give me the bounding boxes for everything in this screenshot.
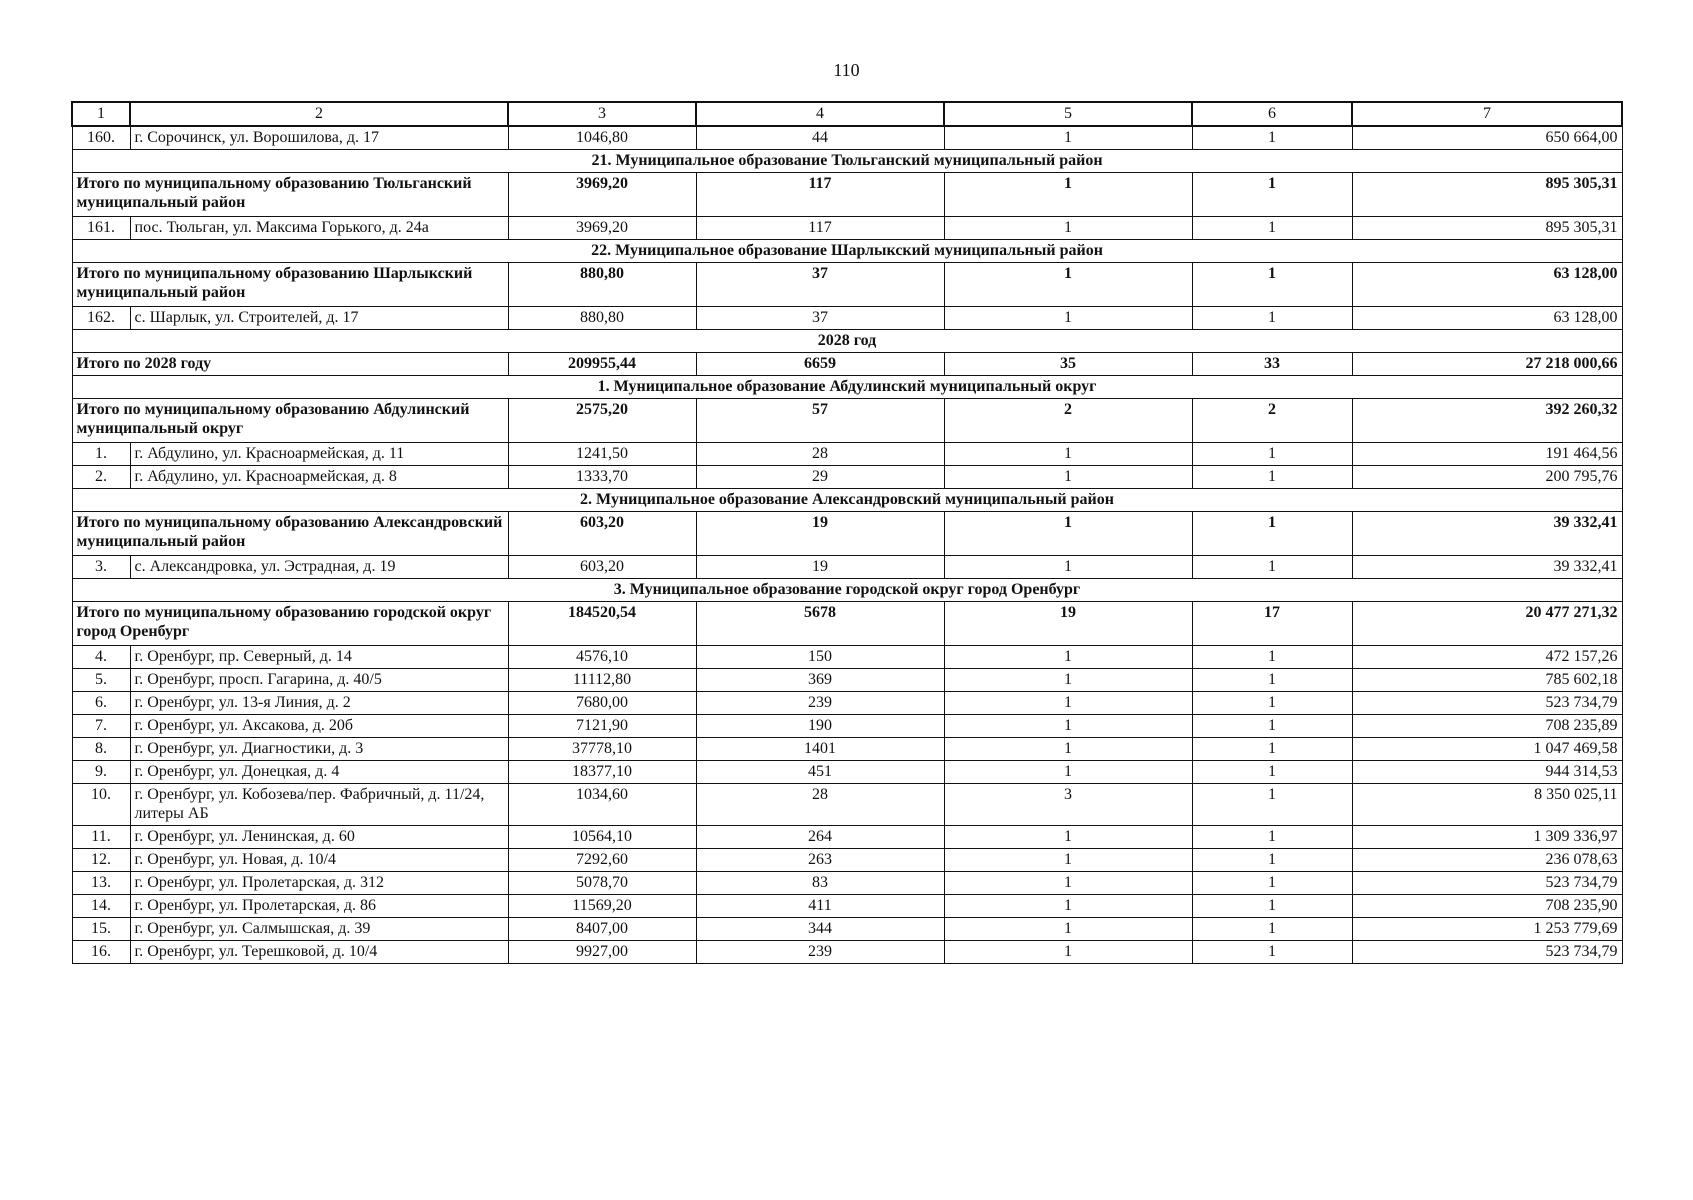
subtotal-label: Итого по 2028 году bbox=[72, 353, 508, 376]
row-number: 3. bbox=[72, 556, 130, 579]
row-number: 10. bbox=[72, 784, 130, 826]
section-title: 1. Муниципальное образование Абдулинский муниципальный округ bbox=[72, 376, 1622, 399]
value-cell: 944 314,53 bbox=[1352, 761, 1622, 784]
value-cell: 44 bbox=[696, 126, 944, 150]
value-cell: 1046,80 bbox=[508, 126, 696, 150]
value-cell: 5078,70 bbox=[508, 872, 696, 895]
row-number: 14. bbox=[72, 895, 130, 918]
address-cell: г. Оренбург, ул. Салмышская, д. 39 bbox=[130, 918, 508, 941]
value-cell: 1241,50 bbox=[508, 443, 696, 466]
table-row bbox=[72, 784, 1622, 826]
value-cell: 1 bbox=[944, 872, 1192, 895]
value-cell: 28 bbox=[696, 784, 944, 826]
column-number: 1 bbox=[72, 102, 130, 126]
value-cell: 263 bbox=[696, 849, 944, 872]
subtotal-value: 1 bbox=[1192, 173, 1352, 217]
column-number: 5 bbox=[944, 102, 1192, 126]
value-cell: 472 157,26 bbox=[1352, 646, 1622, 669]
value-cell: 1 bbox=[1192, 443, 1352, 466]
subtotal-value: 57 bbox=[696, 399, 944, 443]
table-row bbox=[72, 692, 1622, 715]
table-row bbox=[72, 761, 1622, 784]
column-number: 2 bbox=[130, 102, 508, 126]
value-cell: 1 bbox=[1192, 784, 1352, 826]
value-cell: 1 bbox=[1192, 556, 1352, 579]
value-cell: 4576,10 bbox=[508, 646, 696, 669]
subtotal-label: Итого по муниципальному образованию городской округ город Оренбург bbox=[72, 602, 508, 646]
subtotal-value: 5678 bbox=[696, 602, 944, 646]
value-cell: 451 bbox=[696, 761, 944, 784]
subtotal-row bbox=[72, 263, 1622, 307]
value-cell: 9927,00 bbox=[508, 941, 696, 964]
value-cell: 264 bbox=[696, 826, 944, 849]
subtotal-value: 20 477 271,32 bbox=[1352, 602, 1622, 646]
row-number: 15. bbox=[72, 918, 130, 941]
value-cell: 1 bbox=[1192, 715, 1352, 738]
row-number: 9. bbox=[72, 761, 130, 784]
subtotal-value: 19 bbox=[696, 512, 944, 556]
value-cell: 1 309 336,97 bbox=[1352, 826, 1622, 849]
section-title: 2. Муниципальное образование Александровский муниципальный район bbox=[72, 489, 1622, 512]
row-number: 162. bbox=[72, 307, 130, 330]
value-cell: 1 bbox=[944, 669, 1192, 692]
value-cell: 10564,10 bbox=[508, 826, 696, 849]
section-header-row bbox=[72, 579, 1622, 602]
subtotal-value: 63 128,00 bbox=[1352, 263, 1622, 307]
value-cell: 1 bbox=[1192, 692, 1352, 715]
value-cell: 1 bbox=[944, 761, 1192, 784]
subtotal-value: 2 bbox=[944, 399, 1192, 443]
value-cell: 708 235,90 bbox=[1352, 895, 1622, 918]
subtotal-value: 1 bbox=[944, 263, 1192, 307]
value-cell: 1 bbox=[1192, 669, 1352, 692]
value-cell: 11569,20 bbox=[508, 895, 696, 918]
row-number: 12. bbox=[72, 849, 130, 872]
subtotal-value: 392 260,32 bbox=[1352, 399, 1622, 443]
table-row bbox=[72, 307, 1622, 330]
value-cell: 236 078,63 bbox=[1352, 849, 1622, 872]
value-cell: 8 350 025,11 bbox=[1352, 784, 1622, 826]
row-number: 6. bbox=[72, 692, 130, 715]
value-cell: 63 128,00 bbox=[1352, 307, 1622, 330]
address-cell: г. Оренбург, ул. Кобозева/пер. Фабричный, д. 11/24, литеры АБ bbox=[130, 784, 508, 826]
value-cell: 1 bbox=[944, 466, 1192, 489]
value-cell: 117 bbox=[696, 217, 944, 240]
address-cell: г. Оренбург, пр. Северный, д. 14 bbox=[130, 646, 508, 669]
table-row bbox=[72, 738, 1622, 761]
value-cell: 1 bbox=[944, 826, 1192, 849]
address-cell: с. Александровка, ул. Эстрадная, д. 19 bbox=[130, 556, 508, 579]
address-cell: г. Оренбург, ул. Пролетарская, д. 312 bbox=[130, 872, 508, 895]
column-number: 7 bbox=[1352, 102, 1622, 126]
value-cell: 8407,00 bbox=[508, 918, 696, 941]
value-cell: 1 bbox=[944, 849, 1192, 872]
address-cell: г. Оренбург, ул. Аксакова, д. 20б bbox=[130, 715, 508, 738]
section-title: 22. Муниципальное образование Шарлыкский муниципальный район bbox=[72, 240, 1622, 263]
subtotal-value: 184520,54 bbox=[508, 602, 696, 646]
value-cell: 411 bbox=[696, 895, 944, 918]
subtotal-value: 1 bbox=[944, 173, 1192, 217]
value-cell: 1 bbox=[1192, 918, 1352, 941]
value-cell: 1 bbox=[1192, 895, 1352, 918]
row-number: 8. bbox=[72, 738, 130, 761]
value-cell: 523 734,79 bbox=[1352, 692, 1622, 715]
value-cell: 785 602,18 bbox=[1352, 669, 1622, 692]
value-cell: 11112,80 bbox=[508, 669, 696, 692]
value-cell: 344 bbox=[696, 918, 944, 941]
value-cell: 1401 bbox=[696, 738, 944, 761]
subtotal-value: 1 bbox=[944, 512, 1192, 556]
value-cell: 1 bbox=[1192, 761, 1352, 784]
subtotal-value: 117 bbox=[696, 173, 944, 217]
subtotal-row bbox=[72, 512, 1622, 556]
subtotal-value: 880,80 bbox=[508, 263, 696, 307]
address-cell: г. Оренбург, ул. Ленинская, д. 60 bbox=[130, 826, 508, 849]
row-number: 1. bbox=[72, 443, 130, 466]
value-cell: 1 bbox=[944, 307, 1192, 330]
row-number: 7. bbox=[72, 715, 130, 738]
row-number: 11. bbox=[72, 826, 130, 849]
value-cell: 895 305,31 bbox=[1352, 217, 1622, 240]
value-cell: 1 bbox=[944, 941, 1192, 964]
value-cell: 239 bbox=[696, 692, 944, 715]
value-cell: 880,80 bbox=[508, 307, 696, 330]
address-cell: с. Шарлык, ул. Строителей, д. 17 bbox=[130, 307, 508, 330]
subtotal-value: 2 bbox=[1192, 399, 1352, 443]
table-row bbox=[72, 941, 1622, 964]
value-cell: 523 734,79 bbox=[1352, 872, 1622, 895]
subtotal-label: Итого по муниципальному образованию Александровский муниципальный район bbox=[72, 512, 508, 556]
value-cell: 37 bbox=[696, 307, 944, 330]
value-cell: 1 bbox=[944, 217, 1192, 240]
address-cell: пос. Тюльган, ул. Максима Горького, д. 24а bbox=[130, 217, 508, 240]
address-cell: г. Оренбург, ул. 13-я Линия, д. 2 bbox=[130, 692, 508, 715]
subtotal-row bbox=[72, 173, 1622, 217]
address-cell: г. Оренбург, ул. Терешковой, д. 10/4 bbox=[130, 941, 508, 964]
table-row bbox=[72, 895, 1622, 918]
table-row bbox=[72, 849, 1622, 872]
table-row bbox=[72, 826, 1622, 849]
value-cell: 1 bbox=[944, 715, 1192, 738]
column-number: 4 bbox=[696, 102, 944, 126]
value-cell: 1 bbox=[1192, 307, 1352, 330]
value-cell: 3969,20 bbox=[508, 217, 696, 240]
subtotal-value: 27 218 000,66 bbox=[1352, 353, 1622, 376]
value-cell: 603,20 bbox=[508, 556, 696, 579]
subtotal-label: Итого по муниципальному образованию Абдулинский муниципальный округ bbox=[72, 399, 508, 443]
column-number: 6 bbox=[1192, 102, 1352, 126]
value-cell: 1333,70 bbox=[508, 466, 696, 489]
table-row bbox=[72, 556, 1622, 579]
address-cell: г. Оренбург, ул. Диагностики, д. 3 bbox=[130, 738, 508, 761]
subtotal-value: 603,20 bbox=[508, 512, 696, 556]
table-row bbox=[72, 669, 1622, 692]
section-header-row bbox=[72, 376, 1622, 399]
section-header-row bbox=[72, 330, 1622, 353]
value-cell: 1 bbox=[944, 646, 1192, 669]
table-body bbox=[72, 102, 1622, 964]
section-header-row bbox=[72, 489, 1622, 512]
value-cell: 239 bbox=[696, 941, 944, 964]
address-cell: г. Абдулино, ул. Красноармейская, д. 11 bbox=[130, 443, 508, 466]
value-cell: 200 795,76 bbox=[1352, 466, 1622, 489]
address-cell: г. Абдулино, ул. Красноармейская, д. 8 bbox=[130, 466, 508, 489]
value-cell: 7292,60 bbox=[508, 849, 696, 872]
section-title: 3. Муниципальное образование городской округ город Оренбург bbox=[72, 579, 1622, 602]
subtotal-value: 209955,44 bbox=[508, 353, 696, 376]
value-cell: 1 bbox=[944, 556, 1192, 579]
column-number-row bbox=[72, 102, 1622, 126]
value-cell: 1 bbox=[1192, 466, 1352, 489]
section-title: 2028 год bbox=[72, 330, 1622, 353]
address-cell: г. Сорочинск, ул. Ворошилова, д. 17 bbox=[130, 126, 508, 150]
value-cell: 190 bbox=[696, 715, 944, 738]
address-cell: г. Оренбург, ул. Пролетарская, д. 86 bbox=[130, 895, 508, 918]
address-cell: г. Оренбург, ул. Новая, д. 10/4 bbox=[130, 849, 508, 872]
column-number: 3 bbox=[508, 102, 696, 126]
value-cell: 1 bbox=[1192, 941, 1352, 964]
value-cell: 1 047 469,58 bbox=[1352, 738, 1622, 761]
subtotal-value: 1 bbox=[1192, 263, 1352, 307]
table-row bbox=[72, 466, 1622, 489]
page-number: 110 bbox=[833, 60, 860, 80]
value-cell: 523 734,79 bbox=[1352, 941, 1622, 964]
value-cell: 7680,00 bbox=[508, 692, 696, 715]
value-cell: 1 bbox=[1192, 126, 1352, 150]
row-number: 13. bbox=[72, 872, 130, 895]
value-cell: 1 bbox=[944, 895, 1192, 918]
subtotal-value: 6659 bbox=[696, 353, 944, 376]
value-cell: 1 bbox=[944, 443, 1192, 466]
value-cell: 1 bbox=[1192, 872, 1352, 895]
subtotal-value: 17 bbox=[1192, 602, 1352, 646]
subtotal-value: 39 332,41 bbox=[1352, 512, 1622, 556]
subtotal-value: 895 305,31 bbox=[1352, 173, 1622, 217]
subtotal-label: Итого по муниципальному образованию Тюльганский муниципальный район bbox=[72, 173, 508, 217]
value-cell: 19 bbox=[696, 556, 944, 579]
value-cell: 708 235,89 bbox=[1352, 715, 1622, 738]
value-cell: 1 bbox=[1192, 738, 1352, 761]
table-row bbox=[72, 918, 1622, 941]
row-number: 5. bbox=[72, 669, 130, 692]
value-cell: 1 bbox=[944, 918, 1192, 941]
value-cell: 83 bbox=[696, 872, 944, 895]
housing-register-table bbox=[71, 101, 1623, 964]
value-cell: 150 bbox=[696, 646, 944, 669]
value-cell: 1 bbox=[944, 738, 1192, 761]
year-total-row bbox=[72, 353, 1622, 376]
subtotal-row bbox=[72, 399, 1622, 443]
subtotal-value: 1 bbox=[1192, 512, 1352, 556]
value-cell: 1 253 779,69 bbox=[1352, 918, 1622, 941]
value-cell: 1 bbox=[1192, 849, 1352, 872]
row-number: 2. bbox=[72, 466, 130, 489]
section-header-row bbox=[72, 240, 1622, 263]
row-number: 161. bbox=[72, 217, 130, 240]
table-row bbox=[72, 715, 1622, 738]
value-cell: 3 bbox=[944, 784, 1192, 826]
value-cell: 1 bbox=[1192, 217, 1352, 240]
section-header-row bbox=[72, 150, 1622, 173]
subtotal-value: 33 bbox=[1192, 353, 1352, 376]
subtotal-value: 2575,20 bbox=[508, 399, 696, 443]
table-row bbox=[72, 646, 1622, 669]
subtotal-row bbox=[72, 602, 1622, 646]
subtotal-value: 3969,20 bbox=[508, 173, 696, 217]
value-cell: 191 464,56 bbox=[1352, 443, 1622, 466]
value-cell: 1 bbox=[1192, 646, 1352, 669]
value-cell: 1 bbox=[1192, 826, 1352, 849]
value-cell: 369 bbox=[696, 669, 944, 692]
value-cell: 18377,10 bbox=[508, 761, 696, 784]
value-cell: 37778,10 bbox=[508, 738, 696, 761]
value-cell: 39 332,41 bbox=[1352, 556, 1622, 579]
row-number: 160. bbox=[72, 126, 130, 150]
subtotal-label: Итого по муниципальному образованию Шарлыкский муниципальный район bbox=[72, 263, 508, 307]
subtotal-value: 35 bbox=[944, 353, 1192, 376]
value-cell: 29 bbox=[696, 466, 944, 489]
section-title: 21. Муниципальное образование Тюльганский муниципальный район bbox=[72, 150, 1622, 173]
address-cell: г. Оренбург, ул. Донецкая, д. 4 bbox=[130, 761, 508, 784]
subtotal-value: 37 bbox=[696, 263, 944, 307]
value-cell: 1 bbox=[944, 692, 1192, 715]
table-row bbox=[72, 126, 1622, 150]
table-row bbox=[72, 217, 1622, 240]
value-cell: 28 bbox=[696, 443, 944, 466]
row-number: 16. bbox=[72, 941, 130, 964]
table-row bbox=[72, 443, 1622, 466]
row-number: 4. bbox=[72, 646, 130, 669]
value-cell: 1 bbox=[944, 126, 1192, 150]
address-cell: г. Оренбург, просп. Гагарина, д. 40/5 bbox=[130, 669, 508, 692]
table-row bbox=[72, 872, 1622, 895]
value-cell: 650 664,00 bbox=[1352, 126, 1622, 150]
value-cell: 7121,90 bbox=[508, 715, 696, 738]
subtotal-value: 19 bbox=[944, 602, 1192, 646]
value-cell: 1034,60 bbox=[508, 784, 696, 826]
